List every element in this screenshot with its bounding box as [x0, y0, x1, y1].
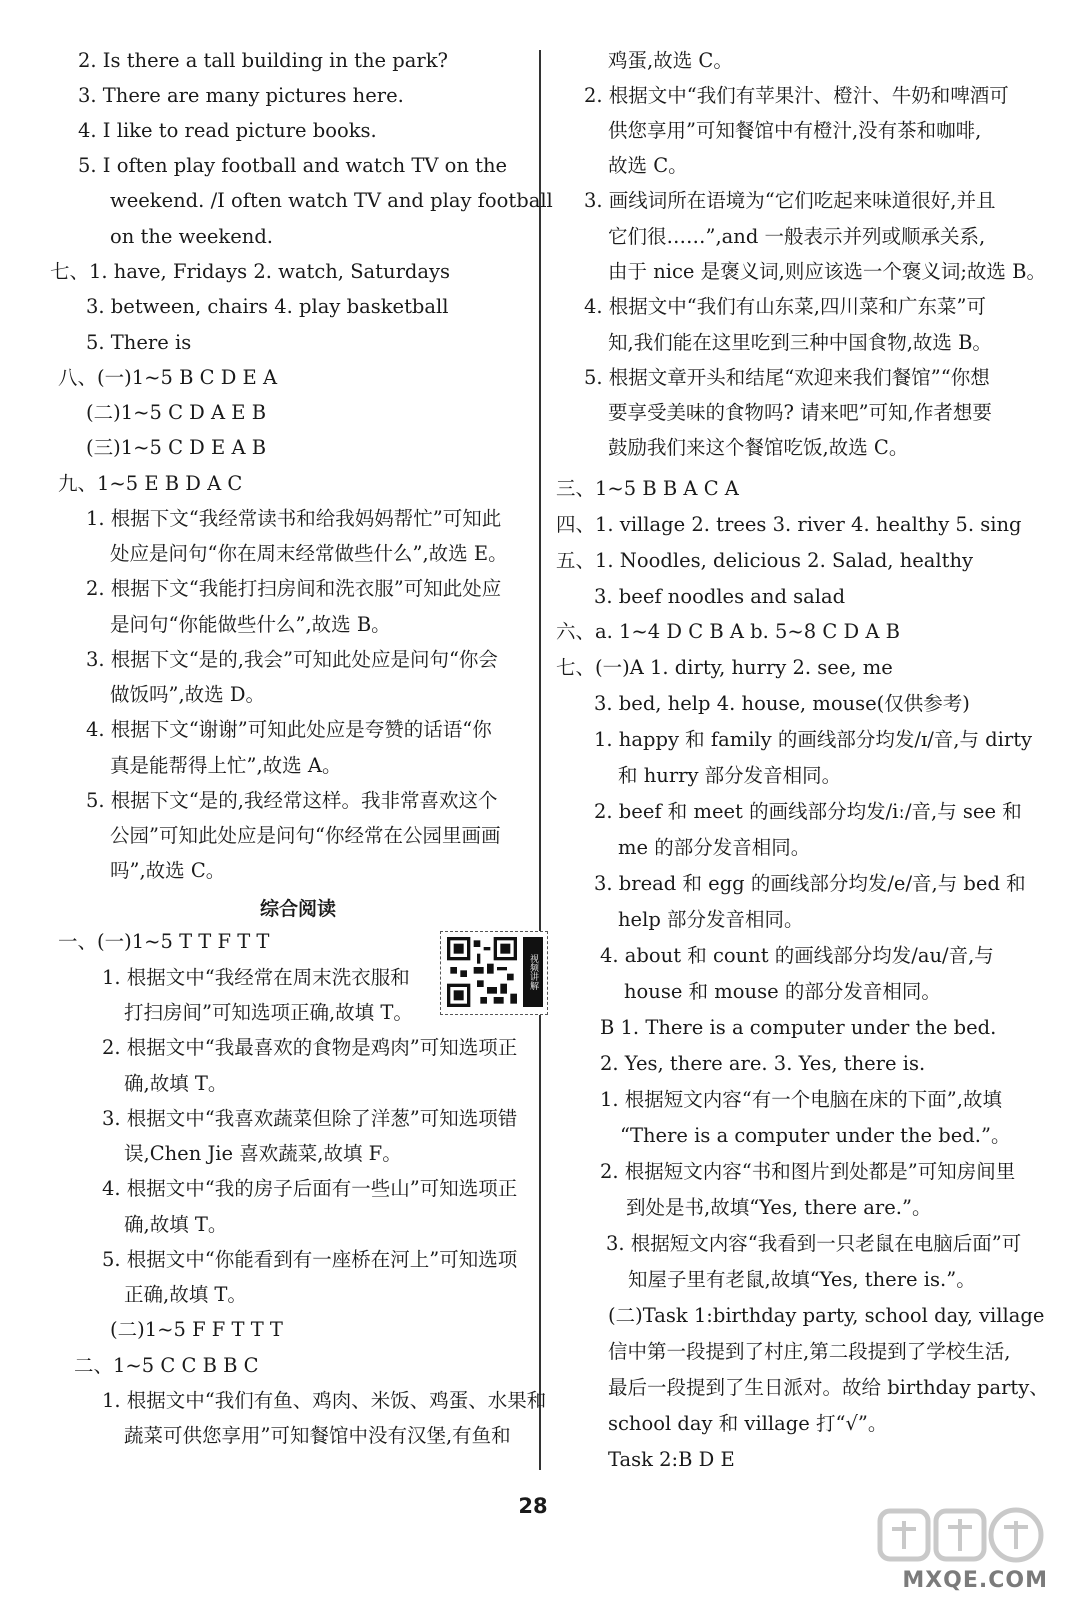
text-line: 2. Is there a tall building in the park? [78, 49, 448, 72]
qr-side-label: 视频讲解 [523, 937, 543, 1007]
text-line: 四、1. village 2. trees 3. river 4. healthy 5. sing [556, 513, 1022, 536]
text-line: 1. 根据文中“我经常在周末洗衣服和 [102, 966, 410, 989]
text-line: 3. 根据文中“我喜欢蔬菜但除了洋葱”可知选项错 [102, 1107, 518, 1130]
text-line: help 部分发音相同。 [618, 908, 804, 931]
text-line: me 的部分发音相同。 [618, 836, 811, 859]
text-line: 2. 根据文中“我们有苹果汁、橙汁、牛奶和啤酒可 [584, 84, 1009, 107]
text-line: 处应是问句“你在周末经常做些什么”,故选 E。 [110, 542, 508, 565]
text-line: 2. 根据短文内容“书和图片到处都是”可知房间里 [600, 1160, 1016, 1183]
text-line: 知屋子里有老鼠,故填“Yes, there is.”。 [628, 1268, 976, 1291]
text-line: 公园”可知此处应是问句“你经常在公园里画画 [110, 824, 501, 847]
text-line: 真是能帮得上忙”,故选 A。 [110, 754, 342, 777]
text-line: 七、1. have, Fridays 2. watch, Saturdays [50, 260, 451, 283]
text-line: 信中第一段提到了村庄,第二段提到了学校生活, [608, 1340, 1011, 1363]
text-line: 到处是书,故填“Yes, there are.”。 [626, 1196, 932, 1219]
text-line: 4. 根据文中“我们有山东菜,四川菜和广东菜”可 [584, 295, 986, 318]
text-line: 要享受美味的食物吗? 请来吧”可知,作者想要 [608, 401, 992, 424]
text-line: 正确,故填 T。 [124, 1283, 247, 1306]
text-line: (二)1~5 F F T T T [110, 1318, 283, 1341]
text-line: 2. Yes, there are. 3. Yes, there is. [600, 1052, 926, 1075]
text-line: 3. 画线词所在语境为“它们吃起来味道很好,并且 [584, 189, 996, 212]
text-line: 五、1. Noodles, delicious 2. Salad, healthy [556, 549, 974, 572]
text-line: school day 和 village 打“√”。 [608, 1412, 888, 1435]
text-line: 二、1~5 C C B B C [74, 1354, 259, 1377]
text-line: 5. 根据下文“是的,我经常这样。我非常喜欢这个 [86, 789, 498, 812]
text-line: 确,故填 T。 [124, 1072, 228, 1095]
text-line: 蔬菜可供您享用”可知餐馆中没有汉堡,有鱼和 [124, 1424, 511, 1447]
text-line: 最后一段提到了生日派对。故给 birthday party、 [608, 1376, 1049, 1399]
text-line: 1. 根据下文“我经常读书和给我妈妈帮忙”可知此 [86, 507, 502, 530]
text-line: 3. 根据短文内容“我看到一只老鼠在电脑后面”可 [606, 1232, 1022, 1255]
text-line: on the weekend. [110, 225, 273, 248]
text-line: 4. 根据下文“谢谢”可知此处应是夸赞的话语“你 [86, 718, 492, 741]
text-line: 5. I often play football and watch TV on the [78, 154, 508, 177]
text-line: 5. 根据文中“你能看到有一座桥在河上”可知选项 [102, 1248, 518, 1271]
text-line: 3. between, chairs 4. play basketball [86, 295, 449, 318]
text-line: 4. I like to read picture books. [78, 119, 377, 142]
text-line: 2. beef 和 meet 的画线部分均发/iː/音,与 see 和 [594, 800, 1022, 823]
text-line: 是问句“你能做些什么”,故选 B。 [110, 613, 391, 636]
column-divider [539, 50, 541, 1470]
text-line: 3. There are many pictures here. [78, 84, 404, 107]
text-line: 七、(一)A 1. dirty, hurry 2. see, me [556, 656, 893, 679]
text-line: 5. There is [86, 331, 192, 354]
text-line: 供您享用”可知餐馆中有橙汁,没有茶和咖啡, [608, 119, 982, 142]
text-line: 六、a. 1~4 D C B A b. 5~8 C D A B [556, 620, 900, 643]
section-heading: 综合阅读 [260, 898, 337, 920]
text-line: (二)Task 1:birthday party, school day, village [608, 1304, 1045, 1327]
text-line: 1. happy 和 family 的画线部分均发/ɪ/音,与 dirty [594, 728, 1033, 751]
text-line: Task 2:B D E [608, 1448, 735, 1471]
watermark-text: MXQE.COM [902, 1568, 1048, 1593]
text-line: 4. about 和 count 的画线部分均发/au/音,与 [600, 944, 994, 967]
text-line: (三)1~5 C D E A B [86, 436, 267, 459]
text-line: 5. 根据文章开头和结尾“欢迎来我们餐馆”“你想 [584, 366, 990, 389]
text-line: 鸡蛋,故选 C。 [608, 49, 733, 72]
text-line: 做饭吗”,故选 D。 [110, 683, 266, 706]
text-line: 鼓励我们来这个餐馆吃饭,故选 C。 [608, 436, 909, 459]
text-line: 确,故填 T。 [124, 1213, 228, 1236]
text-line: 3. bread 和 egg 的画线部分均发/e/音,与 bed 和 [594, 872, 1026, 895]
text-line: 误,Chen Jie 喜欢蔬菜,故填 F。 [124, 1142, 402, 1165]
text-line: 由于 nice 是褒义词,则应该选一个褒义词;故选 B。 [608, 260, 1046, 283]
text-line: 3. 根据下文“是的,我会”可知此处应是问句“你会 [86, 648, 498, 671]
text-line: 三、1~5 B B A C A [556, 477, 739, 500]
text-line: “There is a computer under the bed.”。 [620, 1124, 1011, 1147]
qr-code-icon [447, 937, 517, 1007]
text-line: 3. beef noodles and salad [594, 585, 846, 608]
text-line: 2. 根据文中“我最喜欢的食物是鸡肉”可知选项正 [102, 1036, 518, 1059]
text-line: 3. bed, help 4. house, mouse(仅供参考) [594, 692, 970, 715]
qr-code-box[interactable] [440, 931, 548, 1015]
text-line: B 1. There is a computer under the bed. [600, 1016, 997, 1039]
text-line: 1. 根据文中“我们有鱼、鸡肉、米饭、鸡蛋、水果和 [102, 1389, 547, 1412]
text-line: weekend. /I often watch TV and play football [110, 189, 553, 212]
text-line: 2. 根据下文“我能打扫房间和洗衣服”可知此处应 [86, 577, 502, 600]
text-line: house 和 mouse 的部分发音相同。 [624, 980, 941, 1003]
text-line: (二)1~5 C D A E B [86, 401, 267, 424]
text-line: 故选 C。 [608, 154, 688, 177]
text-line: 一、(一)1~5 T T F T T [58, 930, 270, 953]
text-line: 1. 根据短文内容“有一个电脑在床的下面”,故填 [600, 1088, 1002, 1111]
text-line: 知,我们能在这里吃到三种中国食物,故选 B。 [608, 331, 992, 354]
text-line: 九、1~5 E B D A C [58, 472, 243, 495]
text-line: 打扫房间”可知选项正确,故填 T。 [124, 1001, 413, 1024]
text-line: 和 hurry 部分发音相同。 [618, 764, 842, 787]
text-line: 吗”,故选 C。 [110, 859, 226, 882]
page-number: 28 [518, 1494, 548, 1518]
text-line: 4. 根据文中“我的房子后面有一些山”可知选项正 [102, 1177, 518, 1200]
text-line: 它们很……”,and 一般表示并列或顺承关系, [608, 225, 986, 248]
text-line: 八、(一)1~5 B C D E A [58, 366, 278, 389]
